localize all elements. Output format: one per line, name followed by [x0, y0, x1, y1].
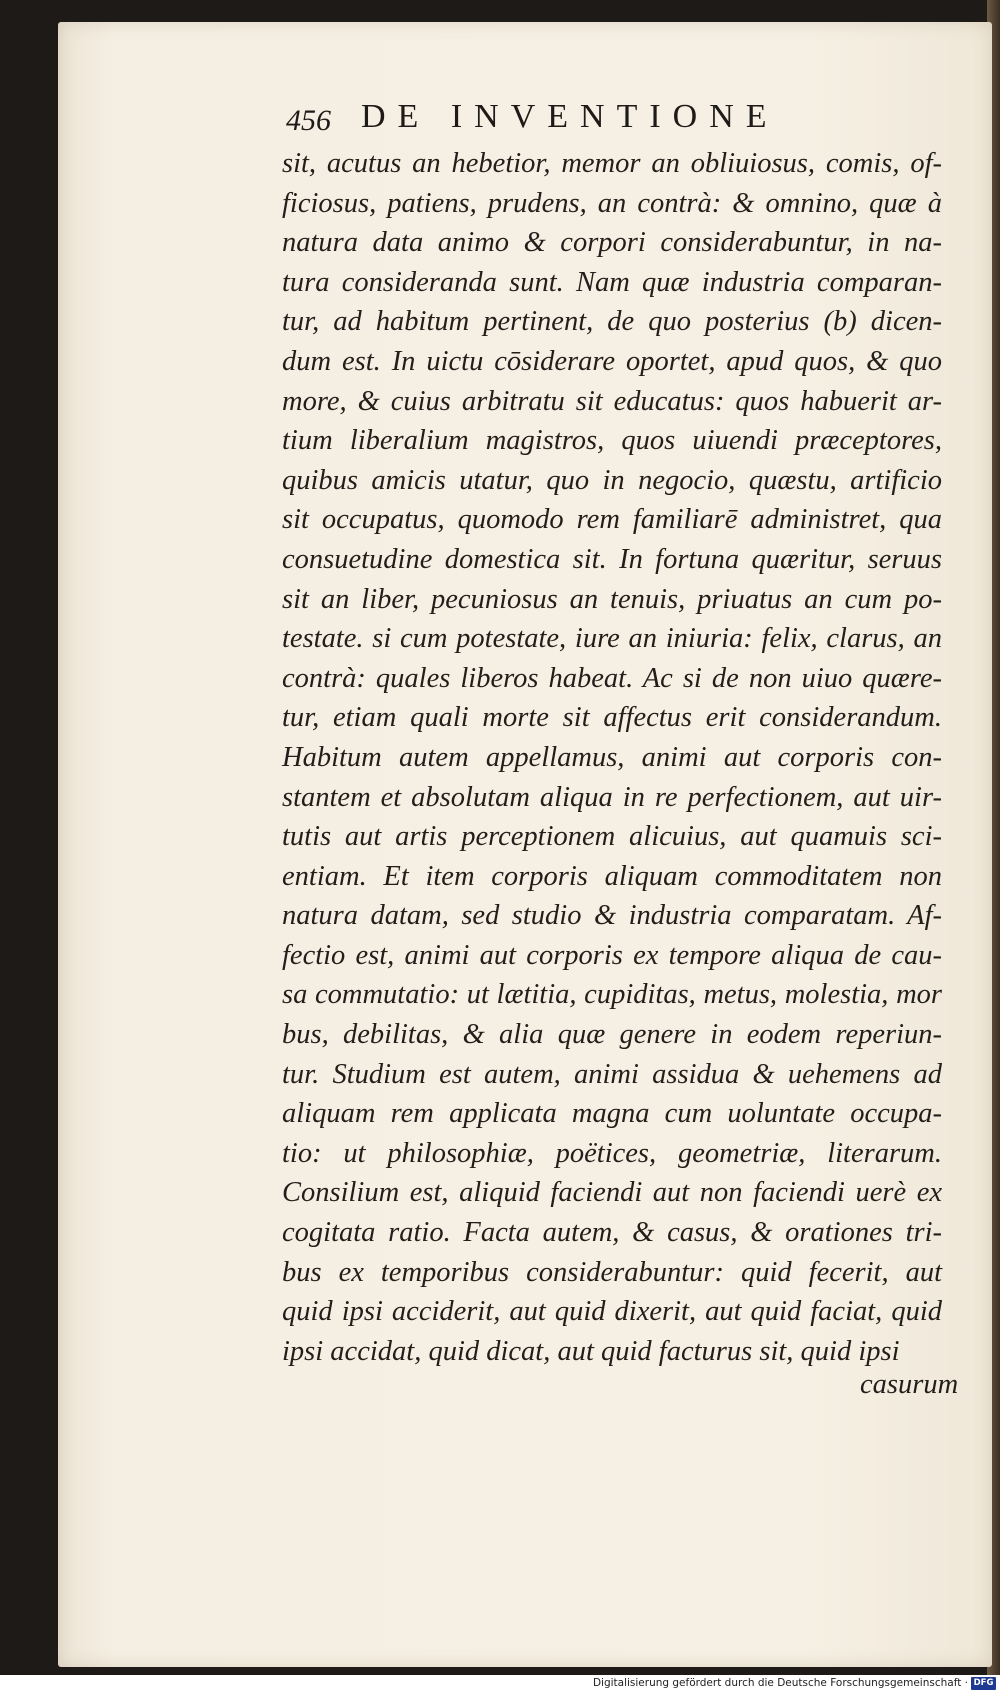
text-line: natura data animo & corpori considerabuntur, in na-	[282, 227, 942, 259]
body-text	[282, 144, 942, 1371]
text-line: cogitata ratio. Facta autem, & casus, & orationes tri-	[282, 1217, 942, 1249]
text-line: tutis aut artis perceptionem alicuius, aut quamuis sci-	[282, 821, 942, 853]
text-line: sit occupatus, quomodo rem familiarē administret, qua	[282, 504, 942, 536]
text-line: quibus amicis utatur, quo in negocio, quæstu, artificio	[282, 464, 942, 496]
text-line: dum est. In uictu cōsiderare oportet, apud quos, & quo	[282, 345, 942, 377]
text-line: bus, debilitas, & alia quæ genere in eodem reperiun-	[282, 1019, 942, 1051]
text-line: contrà: quales liberos habeat. Ac si de non uiuo quære-	[282, 662, 942, 694]
text-line: natura datam, sed studio & industria comparatam. Af-	[282, 900, 942, 932]
text-line: Consilium est, aliquid faciendi aut non faciendi uerè ex	[282, 1177, 942, 1209]
text-line: sit, acutus an hebetior, memor an obliuiosus, comis, of-	[282, 148, 942, 179]
text-line: fectio est, animi aut corporis ex tempore aliqua de cau-	[282, 939, 942, 971]
text-line: tura consideranda sunt. Nam quæ industria comparan-	[282, 266, 942, 298]
text-line: entiam. Et item corporis aliquam commoditatem non	[282, 860, 942, 892]
text-line: aliquam rem applicata magna cum uoluntate occupa-	[282, 1098, 942, 1130]
funding-credit: Digitalisierung gefördert durch die Deutsche Forschungsgemeinschaft ·	[592, 1677, 968, 1689]
page-number: 456	[286, 104, 331, 137]
text-line: sa commutatio: ut lætitia, cupiditas, metus, molestia, mor	[282, 979, 942, 1011]
text-line: tur, etiam quali morte sit affectus erit considerandum.	[282, 702, 942, 734]
running-title: DE INVENTIONE	[361, 98, 779, 135]
text-line: consuetudine domestica sit. In fortuna quæritur, seruus	[282, 543, 942, 575]
text-line: testate. si cum potestate, iure an iniuria: felix, clarus, an	[282, 623, 942, 655]
text-line: tio: ut philosophiæ, poëtices, geometriæ, literarum.	[282, 1137, 942, 1169]
text-line: tur, ad habitum pertinent, de quo posterius (b) dicen-	[282, 306, 942, 338]
text-line: ficiosus, patiens, prudens, an contrà: & omnino, quæ à	[282, 187, 942, 219]
text-line: ipsi accidat, quid dicat, aut quid facturus sit, quid ipsi	[282, 1335, 900, 1367]
text-line: stantem et absolutam aliqua in re perfectionem, aut uir-	[282, 781, 942, 813]
text-line: tur. Studium est autem, animi assidua & uehemens ad	[282, 1058, 942, 1090]
page-header	[286, 98, 926, 142]
text-line: more, & cuius arbitratu sit educatus: quos habuerit ar-	[282, 385, 942, 417]
text-line: tium liberalium magistros, quos uiuendi præceptores,	[282, 425, 942, 457]
text-line: quid ipsi acciderit, aut quid dixerit, aut quid faciat, quid	[282, 1296, 942, 1328]
catchword: casurum	[860, 1369, 959, 1400]
footer-bar	[0, 1675, 1000, 1693]
text-line: Habitum autem appellamus, animi aut corporis con-	[282, 741, 942, 773]
text-line: bus ex temporibus considerabuntur: quid fecerit, aut	[282, 1256, 942, 1288]
dfg-logo-icon: DFG	[971, 1677, 996, 1690]
text-line: sit an liber, pecuniosus an tenuis, priuatus an cum po-	[282, 583, 942, 615]
